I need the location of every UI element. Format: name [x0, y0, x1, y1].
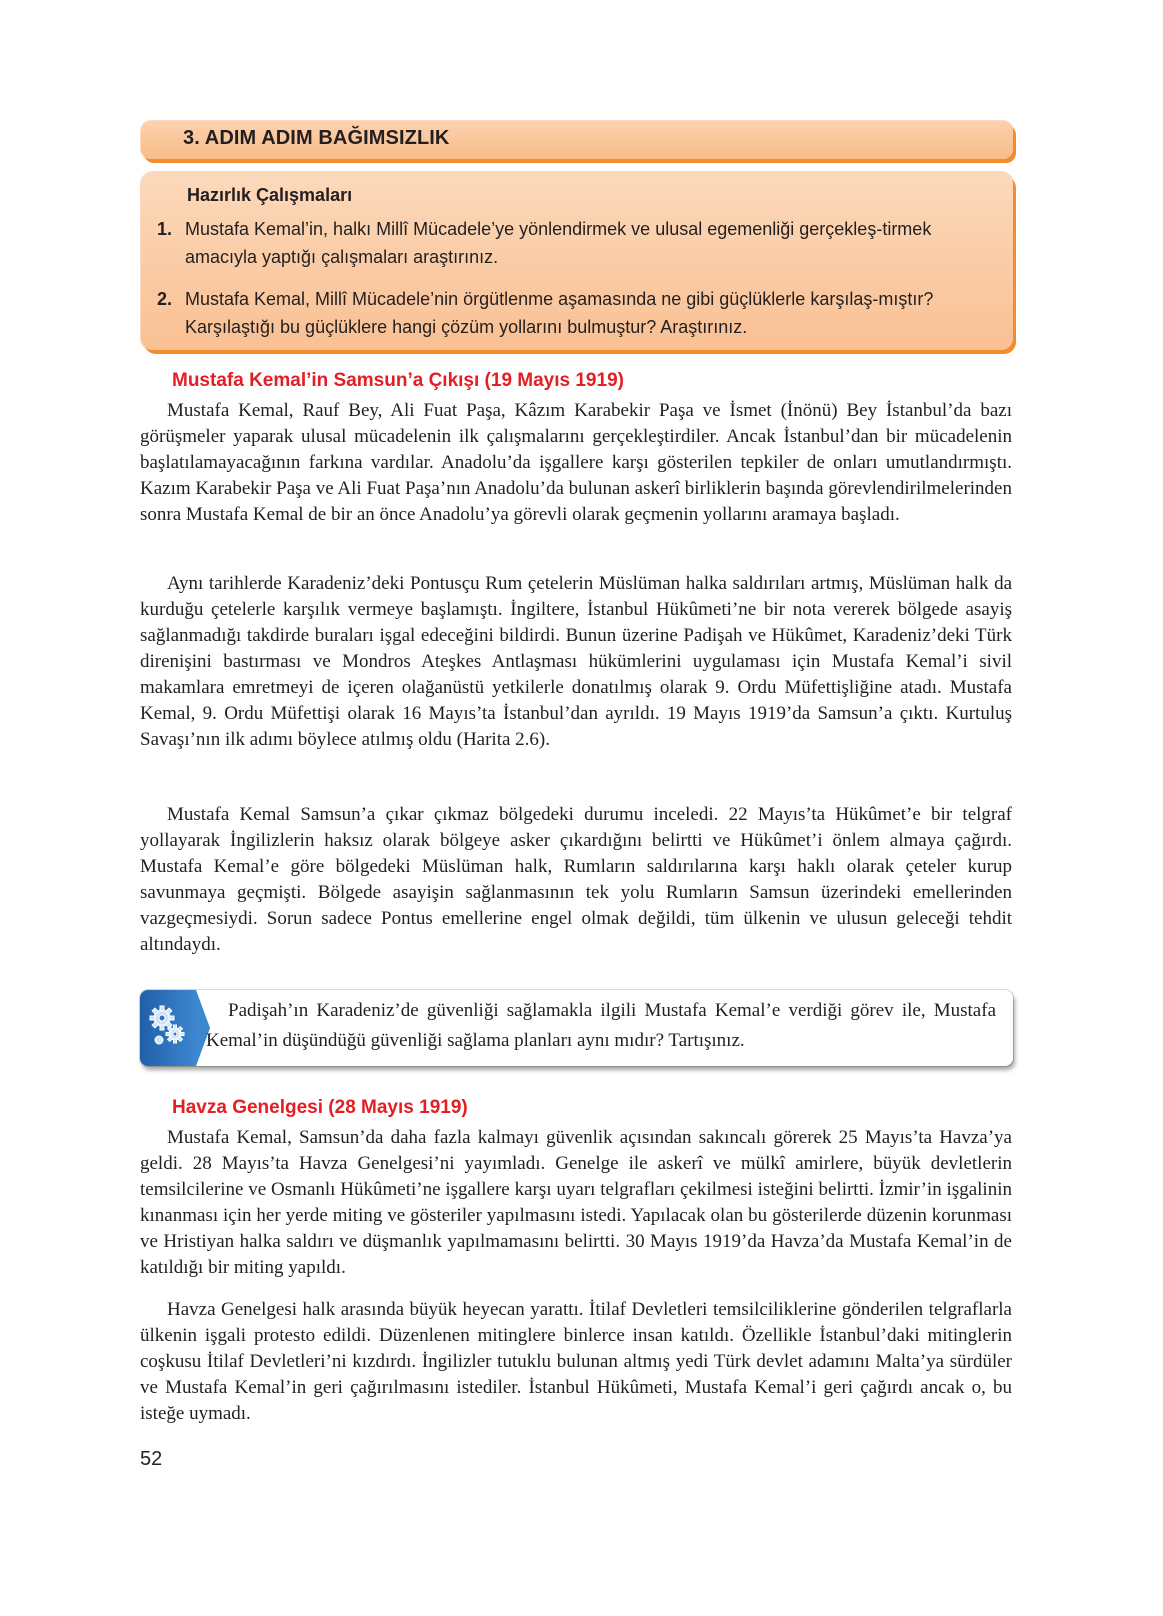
section-title: 3. ADIM ADIM BAĞIMSIZLIK	[183, 127, 450, 149]
paragraph: Havza Genelgesi halk arasında büyük heyecan yarattı. İtilaf Devletleri temsilciliklerine gönderilen telgraflarla ülkenin işgali protesto edildi. Düzenlenen mitinglere binlerce insan katıldı. Özellikle İstanbul’daki mitinglerin coşkusu İtilaf Devletleri’ni kızdırdı. İngilizler tutuklu bulunan altmış yedi Türk devlet adamını Malta’ya sürdüler ve Mustafa Kemal’in geri çağırılmasını istediler. İstanbul Hükûmeti, Mustafa Kemal’i geri çağırdı ancak o, bu isteğe uymadı.	[140, 1299, 1012, 1424]
discussion-box	[140, 990, 1013, 1066]
page-number: 52	[140, 1448, 163, 1470]
preparation-item	[157, 215, 997, 271]
paragraph: Mustafa Kemal, Samsun’da daha fazla kalmayı güvenlik açısından sakıncalı görerek 25 Mayıs’ta Havza’ya geldi. 28 Mayıs’ta Havza Genelgesi’ni yayımladı. Genelge ile askerî ve mülkî amirlere, büyük devletlerin temsilcilerine ve Osmanlı Hükûmeti’ne işgallere karşı uyarı telgrafları çekilmesi isteğini belirtti. İzmir’in işgalinin kınanması için her yerde miting ve gösteriler yapılmasını istedi. Yapılacak olan bu gösterilerde düzenin korunması ve Hristiyan halka saldırı ve düşmanlık yapılmamasını belirtti. 30 Mayıs 1919’da Havza’da Mustafa Kemal’in de katıldığı bir miting yapıldı.	[140, 1127, 1012, 1278]
samsun-heading: Mustafa Kemal’in Samsun’a Çıkışı (19 Mayıs 1919)	[172, 370, 624, 391]
section-header	[141, 121, 1013, 159]
item-number: 1.	[157, 219, 173, 239]
discussion-text: Padişah’ın Karadeniz’de güvenliği sağlamakla ilgili Mustafa Kemal’e verdiği görev ile, Mustafa Kemal’in düşündüğü güvenliği sağlama planları aynı mıdır? Tartışınız.	[206, 1000, 996, 1051]
paragraph: Mustafa Kemal Samsun’a çıkar çıkmaz bölgedeki durumu inceledi. 22 Mayıs’ta Hükûmet’e bir telgraf yollayarak İngilizlerin haksız olarak bölgeye asker çıkardığını belirtti ve Hükûmet’i önlem almaya çağırdı. Mustafa Kemal’e göre bölgedeki Müslüman halk, Rumların saldırılarına karşı haklı olarak çeteler kurup savunmaya geçmişti. Bölgede asayişin sağlanmasının tek yolu Rumların Samsun üzerindeki emellerinden vazgeçmesiydi. Sorun sadece Pontus emellerine engel olmak değildi, tüm ülkenin ve ulusun geleceği tehdit altındaydı.	[140, 804, 1012, 955]
gears-icon	[146, 1000, 190, 1052]
preparation-title: Hazırlık Çalışmaları	[187, 185, 353, 205]
havza-heading: Havza Genelgesi (28 Mayıs 1919)	[172, 1097, 468, 1118]
preparation-box	[141, 172, 1013, 350]
paragraph: Mustafa Kemal, Rauf Bey, Ali Fuat Paşa, Kâzım Karabekir Paşa ve İsmet (İnönü) Bey İstanbul’da bazı görüşmeler yaparak ulusal mücadelenin ilk çalışmalarını gerçekleştirdiler. Ancak İstanbul’dan bir mücadelenin başlatılamayacağının farkına vardılar. Anadolu’da işgallere karşı gösterilen tepkiler de onları umutlandırmıştı. Kazım Karabekir Paşa ve Ali Fuat Paşa’nın Anadolu’da bulunan askerî birliklerin başında görevlendirilmelerinden sonra Mustafa Kemal de bir an önce Anadolu’ya görevli olarak geçmenin yollarını aramaya başladı.	[140, 400, 1012, 525]
preparation-item	[157, 285, 997, 341]
item-text: Mustafa Kemal, Millî Mücadele’nin örgütlenme aşamasında ne gibi güçlüklerle karşılaş-mıştır? Karşılaştığı bu güçlüklere hangi çözüm yollarını bulmuştur? Araştırınız.	[185, 289, 934, 337]
item-text: Mustafa Kemal’in, halkı Millî Mücadele’ye yönlendirmek ve ulusal egemenliği gerçekleş-tirmek amacıyla yaptığı çalışmaları araştırınız.	[185, 219, 932, 267]
paragraph: Aynı tarihlerde Karadeniz’deki Pontusçu Rum çetelerin Müslüman halka saldırıları artmış, Müslüman halk da kurduğu çetelerle karşılık vermeye başlamıştı. İngiltere, İstanbul Hükûmeti’ne bir nota vererek bölgede asayiş sağlanmadığı takdirde buraları işgal edeceğini bildirdi. Bunun üzerine Padişah ve Hükûmet, Karadeniz’deki Türk direnişini bastırması ve Mondros Ateşkes Antlaşması hükümlerini uygulaması için Mustafa Kemal’i sivil makamlara emretmeyi de içeren olağanüstü yetkilerle donatılmış olarak 9. Ordu Müfettişliğine atadı. Mustafa Kemal, 9. Ordu Müfettişi olarak 16 Mayıs’ta İstanbul’dan ayrıldı. 19 Mayıs 1919’da Samsun’a çıktı. Kurtuluş Savaşı’nın ilk adımı böylece atılmış oldu (Harita 2.6).	[140, 573, 1012, 750]
item-number: 2.	[157, 289, 173, 309]
